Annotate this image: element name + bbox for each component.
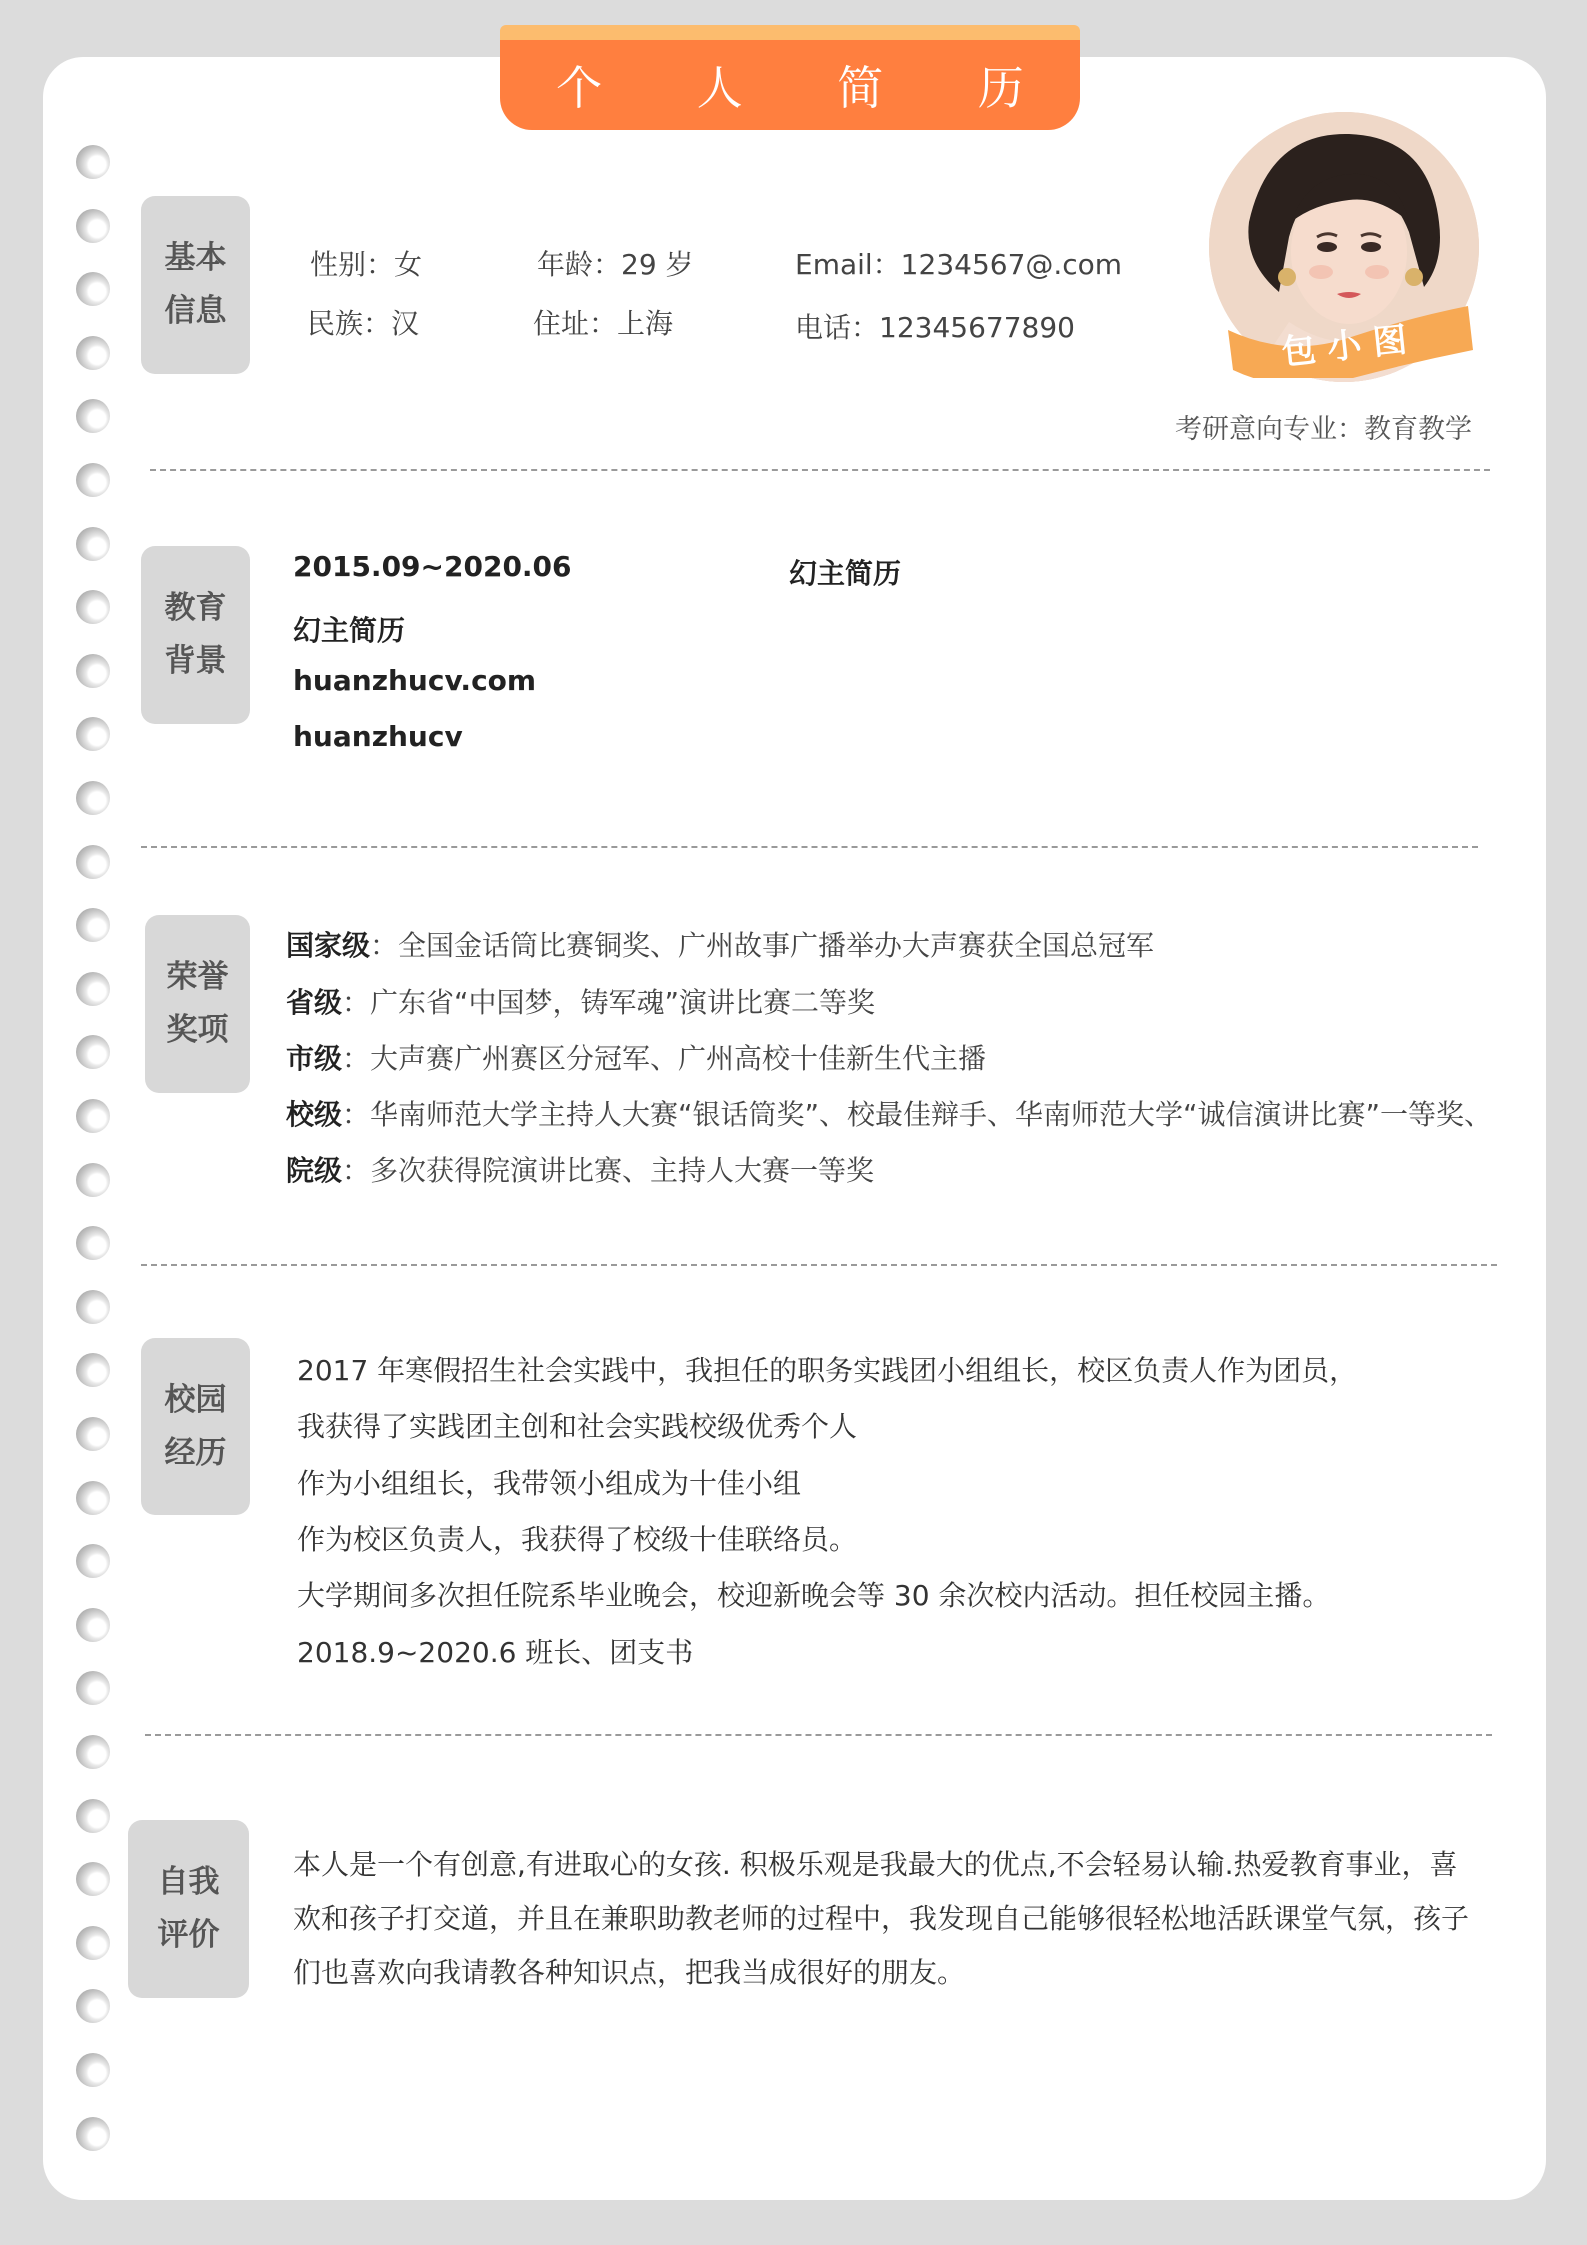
- binding-ring: [76, 1163, 110, 1197]
- name-ribbon-text: 包 小 图: [1279, 320, 1409, 373]
- section-label-basic: [141, 196, 250, 374]
- binding-ring: [76, 1862, 110, 1896]
- honor-level: 省级: [286, 986, 343, 1019]
- self-line: 本人是一个有创意,有进取心的女孩. 积极乐观是我最大的优点,不会轻易认输.热爱教育事业，喜: [293, 1848, 1458, 1881]
- divider: [141, 846, 1478, 848]
- title-banner: [500, 40, 1080, 130]
- binding-ring: [76, 1481, 110, 1515]
- binding-ring: [76, 1099, 110, 1133]
- binding-ring: [76, 1544, 110, 1578]
- education-school: 幻主简历: [789, 557, 902, 590]
- binding-ring: [76, 463, 110, 497]
- section-label-campus-text: 校园 经历: [164, 1381, 227, 1471]
- binding-ring: [76, 1226, 110, 1260]
- honor-item: [286, 1149, 874, 1189]
- section-label-education: [141, 546, 250, 724]
- section-label-honors-text: 荣誉 奖项: [166, 959, 229, 1048]
- self-line: 欢和孩子打交道，并且在兼职助教老师的过程中，我发现自己能够很轻松地活跃课堂气氛，孩子: [293, 1902, 1470, 1935]
- binding-ring: [76, 590, 110, 624]
- target-major: 考研意向专业：教育教学: [1175, 414, 1472, 445]
- section-label-self: [128, 1820, 249, 1998]
- divider: [150, 469, 1490, 471]
- binding-ring: [76, 209, 110, 243]
- honor-item: [286, 1037, 986, 1077]
- divider: [145, 1734, 1492, 1736]
- binding-ring: [76, 2053, 110, 2087]
- binding-ring: [76, 1799, 110, 1833]
- self-line: 们也喜欢向我请教各种知识点，把我当成很好的朋友。: [293, 1956, 966, 1989]
- education-period: 2015.09~2020.06: [293, 550, 572, 583]
- section-label-education-text: 教育 背景: [164, 590, 227, 679]
- gender-field: 性别：女: [310, 248, 423, 281]
- honor-text: ：大声赛广州赛区分冠军、广州高校十佳新生代主播: [342, 1042, 987, 1075]
- binding-ring: [76, 1608, 110, 1642]
- binding-ring: [76, 1290, 110, 1324]
- binding-ring: [76, 527, 110, 561]
- campus-line: 2018.9~2020.6 班长、团支书: [297, 1636, 694, 1669]
- section-label-basic-text: 基本 信息: [164, 240, 227, 329]
- page-title: 个 人 简 历: [556, 61, 1064, 115]
- binding-ring: [76, 1926, 110, 1960]
- binding-ring: [76, 654, 110, 688]
- campus-line: 大学期间多次担任院系毕业晚会，校迎新晚会等 30 余次校内活动。担任校园主播。: [297, 1579, 1331, 1612]
- honor-text: ：多次获得院演讲比赛、主持人大赛一等奖: [342, 1154, 875, 1187]
- age-field: 年龄：29 岁: [537, 248, 694, 281]
- honor-level: 校级: [286, 1098, 343, 1131]
- honor-text: ：全国金话筒比赛铜奖、广州故事广播举办大声赛获全国总冠军: [370, 929, 1155, 962]
- name-ribbon: [1228, 300, 1473, 378]
- address-field: 住址：上海: [533, 307, 674, 340]
- section-label-self-text: 自我 评价: [157, 1864, 220, 1953]
- binding-ring: [76, 272, 110, 306]
- binding-ring: [76, 145, 110, 179]
- campus-line: 2017 年寒假招生社会实践中，我担任的职务实践团小组组长，校区负责人作为团员，: [297, 1354, 1358, 1387]
- binding-ring: [76, 1417, 110, 1451]
- honor-item: [286, 981, 875, 1021]
- campus-line: 作为小组组长，我带领小组成为十佳小组: [297, 1467, 802, 1500]
- email-field: Email：1234567@.com: [795, 248, 1123, 281]
- honor-level: 市级: [286, 1042, 343, 1075]
- education-line: 幻主简历: [293, 614, 406, 647]
- section-label-honors: [145, 915, 250, 1093]
- honor-level: 院级: [286, 1154, 343, 1187]
- phone-field: 电话：12345677890: [795, 311, 1075, 344]
- section-label-campus: [141, 1338, 250, 1515]
- education-line: huanzhucv.com: [293, 664, 537, 697]
- binding-ring: [76, 908, 110, 942]
- divider: [141, 1264, 1497, 1266]
- honor-item: [286, 924, 1154, 964]
- binding-ring: [76, 781, 110, 815]
- binding-ring: [76, 1735, 110, 1769]
- education-line: huanzhucv: [293, 720, 463, 753]
- campus-line: 我获得了实践团主创和社会实践校级优秀个人: [297, 1410, 858, 1443]
- binding-ring: [76, 845, 110, 879]
- honor-level: 国家级: [286, 929, 371, 962]
- honor-text: ：华南师范大学主持人大赛“银话筒奖”、校最佳辩手、华南师范大学“诚信演讲比赛”一等奖、: [342, 1098, 1493, 1131]
- honor-item: [286, 1093, 1492, 1133]
- ethnicity-field: 民族：汉: [307, 307, 420, 340]
- binding-ring: [76, 972, 110, 1006]
- honor-text: ：广东省“中国梦，铸军魂”演讲比赛二等奖: [342, 986, 876, 1019]
- binding-ring: [76, 2117, 110, 2151]
- binding-ring: [76, 336, 110, 370]
- campus-line: 作为校区负责人，我获得了校级十佳联络员。: [297, 1523, 858, 1556]
